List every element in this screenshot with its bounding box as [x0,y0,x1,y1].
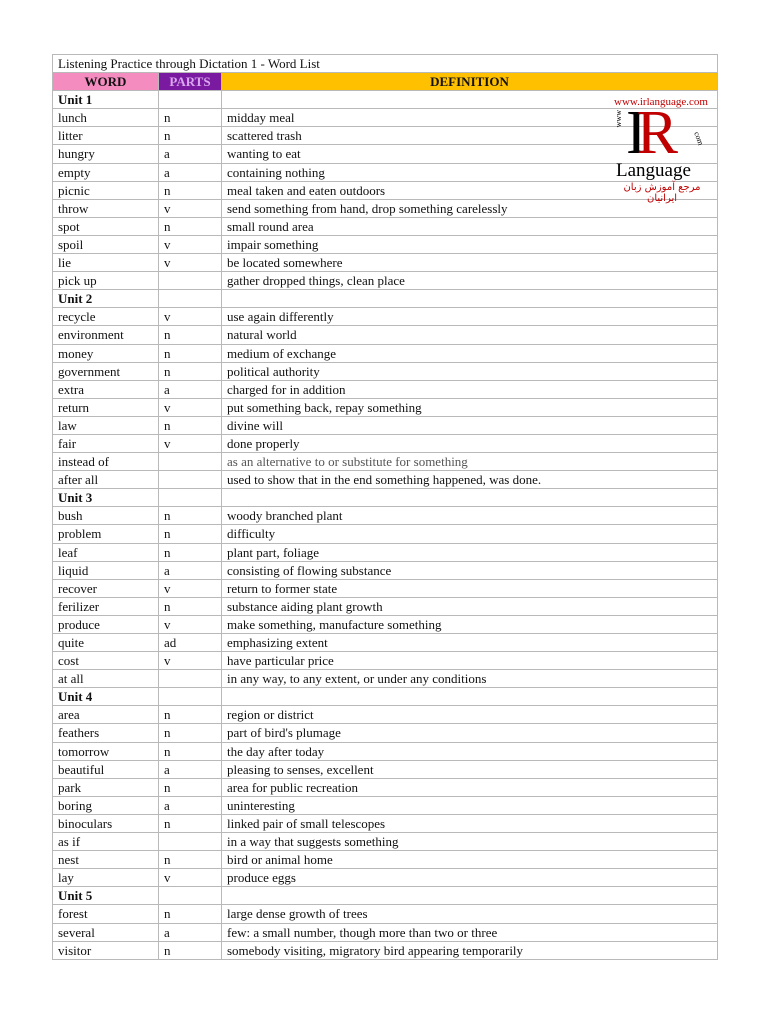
part-of-speech-cell: n [159,416,222,434]
unit-parts-cell [159,489,222,507]
definition-cell: used to show that in the end something happened, was done. [222,471,718,489]
definition-cell: done properly [222,434,718,452]
table-row [53,652,718,670]
part-of-speech-cell: a [159,760,222,778]
word-cell: picnic [53,181,159,199]
table-row [53,724,718,742]
table-row [53,380,718,398]
part-of-speech-cell: v [159,869,222,887]
unit-parts-cell [159,887,222,905]
table-row [53,923,718,941]
definition-cell: natural world [222,326,718,344]
definition-cell: in any way, to any extent, or under any conditions [222,670,718,688]
table-row [53,742,718,760]
table-row [53,525,718,543]
part-of-speech-cell: n [159,109,222,127]
table-row [53,308,718,326]
table-row [53,579,718,597]
part-of-speech-cell: v [159,308,222,326]
part-of-speech-cell: v [159,398,222,416]
word-cell: quite [53,634,159,652]
word-cell: park [53,778,159,796]
part-of-speech-cell: n [159,181,222,199]
definition-cell: pleasing to senses, excellent [222,760,718,778]
unit-label: Unit 5 [53,887,159,905]
definition-cell: consisting of flowing substance [222,561,718,579]
word-cell: leaf [53,543,159,561]
definition-cell: political authority [222,362,718,380]
definition-cell: be located somewhere [222,254,718,272]
part-of-speech-cell: n [159,507,222,525]
definition-cell: midday meal [222,109,718,127]
logo-www: www [614,110,623,128]
table-row [53,235,718,253]
table-row [53,634,718,652]
word-cell: environment [53,326,159,344]
part-of-speech-cell: n [159,326,222,344]
title-row [53,55,718,73]
part-of-speech-cell: a [159,145,222,163]
word-cell: forest [53,905,159,923]
word-cell: return [53,398,159,416]
logo-url: www.irlanguage.com [614,96,708,108]
table-row [53,670,718,688]
part-of-speech-cell [159,670,222,688]
word-cell: produce [53,615,159,633]
definition-cell: large dense growth of trees [222,905,718,923]
part-of-speech-cell: n [159,525,222,543]
unit-label: Unit 3 [53,489,159,507]
unit-label: Unit 4 [53,688,159,706]
unit-header-row [53,688,718,706]
logo-letter-i: I [626,99,637,167]
definition-cell: gather dropped things, clean place [222,272,718,290]
word-cell: pick up [53,272,159,290]
word-cell: problem [53,525,159,543]
part-of-speech-cell [159,833,222,851]
word-cell: recycle [53,308,159,326]
table-row [53,507,718,525]
definition-cell: part of bird's plumage [222,724,718,742]
word-cell: spot [53,217,159,235]
definition-cell: woody branched plant [222,507,718,525]
table-row [53,272,718,290]
word-cell: throw [53,199,159,217]
part-of-speech-cell: v [159,254,222,272]
part-of-speech-cell: n [159,543,222,561]
definition-cell: send something from hand, drop something carelessly [222,199,718,217]
table-row [53,760,718,778]
part-of-speech-cell: v [159,579,222,597]
table-row [53,706,718,724]
definition-cell: produce eggs [222,869,718,887]
word-cell: after all [53,471,159,489]
definition-cell: scattered trash [222,127,718,145]
word-cell: boring [53,796,159,814]
word-cell: tomorrow [53,742,159,760]
definition-cell: in a way that suggests something [222,833,718,851]
definition-cell: containing nothing [222,163,718,181]
table-row [53,326,718,344]
definition-cell: substance aiding plant growth [222,597,718,615]
definition-cell: area for public recreation [222,778,718,796]
definition-cell: meal taken and eaten outdoors [222,181,718,199]
word-cell: empty [53,163,159,181]
table-row [53,615,718,633]
definition-cell: wanting to eat [222,145,718,163]
word-cell: lay [53,869,159,887]
part-of-speech-cell [159,272,222,290]
part-of-speech-cell: v [159,199,222,217]
part-of-speech-cell: n [159,905,222,923]
word-cell: law [53,416,159,434]
word-cell: beautiful [53,760,159,778]
word-cell: spoil [53,235,159,253]
logo-language: Language [616,160,691,181]
table-row [53,796,718,814]
part-of-speech-cell [159,471,222,489]
table-row [53,869,718,887]
table-row [53,814,718,832]
word-cell: several [53,923,159,941]
table-row [53,851,718,869]
word-cell: money [53,344,159,362]
part-of-speech-cell: n [159,344,222,362]
definition-cell: difficulty [222,525,718,543]
word-cell: instead of [53,453,159,471]
word-cell: visitor [53,941,159,959]
table-row [53,434,718,452]
table-row [53,254,718,272]
definition-cell: few: a small number, though more than two or three [222,923,718,941]
word-cell: lunch [53,109,159,127]
word-cell: area [53,706,159,724]
definition-cell: plant part, foliage [222,543,718,561]
word-cell: at all [53,670,159,688]
definition-cell: the day after today [222,742,718,760]
word-cell: government [53,362,159,380]
word-cell: ferilizer [53,597,159,615]
part-of-speech-cell: v [159,434,222,452]
word-cell: nest [53,851,159,869]
part-of-speech-cell: a [159,380,222,398]
part-of-speech-cell: a [159,561,222,579]
word-cell: binoculars [53,814,159,832]
unit-definition-cell [222,489,718,507]
definition-cell: uninteresting [222,796,718,814]
definition-cell: small round area [222,217,718,235]
part-of-speech-cell: v [159,235,222,253]
unit-label: Unit 2 [53,290,159,308]
unit-definition-cell [222,887,718,905]
word-cell: litter [53,127,159,145]
word-cell: recover [53,579,159,597]
table-row [53,398,718,416]
word-cell: fair [53,434,159,452]
definition-cell: medium of exchange [222,344,718,362]
part-of-speech-cell: n [159,597,222,615]
document-title: Listening Practice through Dictation 1 - Word List [53,55,718,73]
part-of-speech-cell: n [159,217,222,235]
word-cell: feathers [53,724,159,742]
word-cell: bush [53,507,159,525]
definition-cell: divine will [222,416,718,434]
part-of-speech-cell: a [159,923,222,941]
part-of-speech-cell [159,453,222,471]
definition-cell: bird or animal home [222,851,718,869]
table-row [53,453,718,471]
definition-cell: charged for in addition [222,380,718,398]
table-row [53,561,718,579]
logo-persian-tagline: مرجع آموزش زبان ایرانیان [623,182,701,204]
unit-header-row [53,489,718,507]
unit-label: Unit 1 [53,91,159,109]
definition-cell: region or district [222,706,718,724]
word-cell: hungry [53,145,159,163]
part-of-speech-cell: n [159,742,222,760]
part-of-speech-cell: n [159,851,222,869]
unit-parts-cell [159,91,222,109]
word-cell: liquid [53,561,159,579]
part-of-speech-cell: n [159,778,222,796]
definition-cell: as an alternative to or substitute for something [222,453,718,471]
part-of-speech-cell: n [159,814,222,832]
unit-parts-cell [159,290,222,308]
table-row [53,344,718,362]
part-of-speech-cell: v [159,615,222,633]
unit-definition-cell [222,688,718,706]
table-row [53,543,718,561]
part-of-speech-cell: v [159,652,222,670]
part-of-speech-cell: a [159,796,222,814]
irlanguage-logo [612,96,712,204]
part-of-speech-cell: n [159,362,222,380]
unit-parts-cell [159,688,222,706]
word-cell: cost [53,652,159,670]
definition-cell: linked pair of small telescopes [222,814,718,832]
table-row [53,362,718,380]
word-cell: as if [53,833,159,851]
header-parts: PARTS [159,73,222,91]
definition-cell: somebody visiting, migratory bird appearing temporarily [222,941,718,959]
logo-com: com [692,130,706,147]
word-cell: lie [53,254,159,272]
header-row [53,73,718,91]
definition-cell: return to former state [222,579,718,597]
part-of-speech-cell: n [159,724,222,742]
word-cell: extra [53,380,159,398]
table-row [53,597,718,615]
table-row [53,471,718,489]
part-of-speech-cell: n [159,706,222,724]
table-row [53,778,718,796]
definition-cell: have particular price [222,652,718,670]
part-of-speech-cell: n [159,127,222,145]
part-of-speech-cell: ad [159,634,222,652]
table-row [53,941,718,959]
part-of-speech-cell: a [159,163,222,181]
definition-cell: use again differently [222,308,718,326]
table-row [53,217,718,235]
table-row [53,833,718,851]
definition-cell: put something back, repay something [222,398,718,416]
table-row [53,905,718,923]
header-definition: DEFINITION [222,73,718,91]
part-of-speech-cell: n [159,941,222,959]
logo-letter-r: R [636,99,669,167]
definition-cell: make something, manufacture something [222,615,718,633]
definition-cell: impair something [222,235,718,253]
unit-header-row [53,290,718,308]
unit-definition-cell [222,290,718,308]
unit-header-row [53,887,718,905]
definition-cell: emphasizing extent [222,634,718,652]
logo-letters [626,99,669,167]
table-row [53,416,718,434]
header-word: WORD [53,73,159,91]
